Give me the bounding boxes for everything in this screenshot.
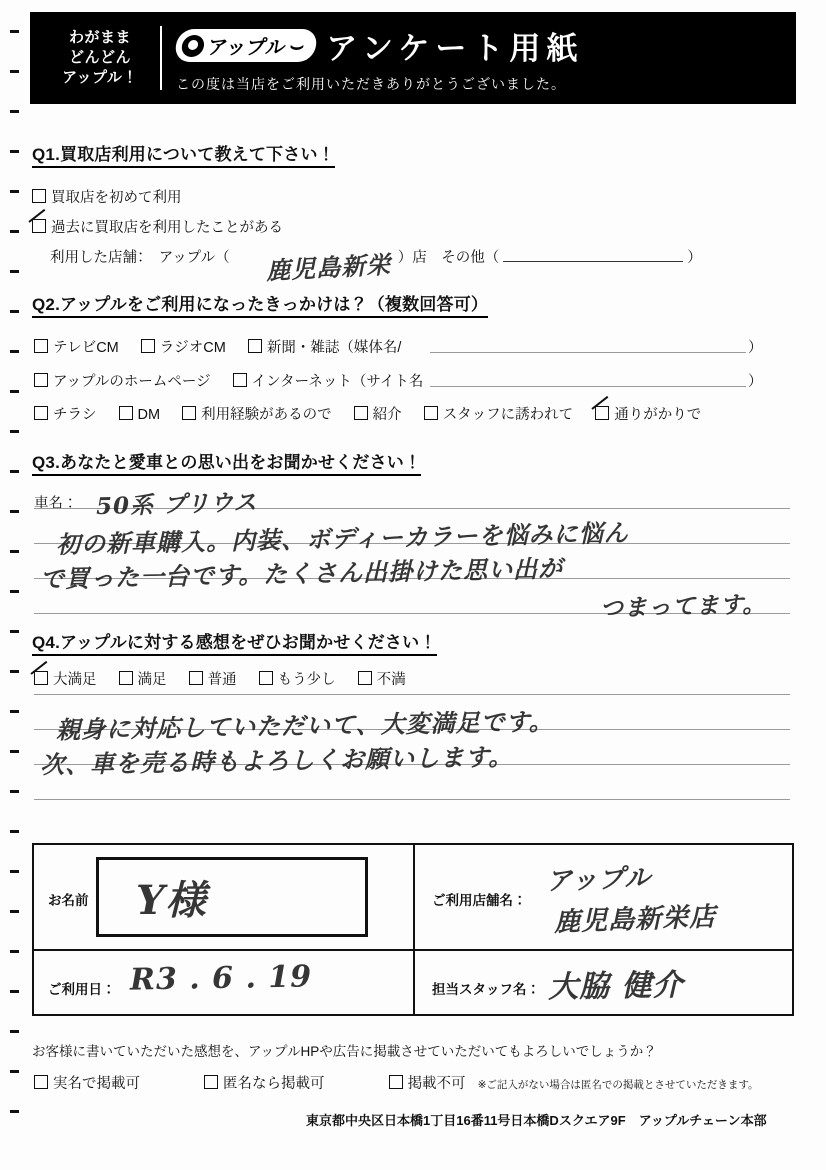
- consent-option-real-name[interactable]: 実名で掲載可: [34, 1072, 140, 1093]
- q2-row1-write-line: [430, 352, 746, 353]
- q4-options-row: [34, 668, 424, 689]
- q2-option-staff-invite[interactable]: スタッフに誘われて: [424, 403, 574, 424]
- checkbox-q1-first-time[interactable]: [32, 189, 46, 203]
- checkbox-consent-no-publish[interactable]: [389, 1075, 403, 1089]
- checkbox-q2-flyer[interactable]: [34, 406, 48, 420]
- header-badge-line2: どんどん: [68, 48, 131, 66]
- q2-option-tv-cm[interactable]: テレビCM: [34, 336, 119, 357]
- staff-handwriting: 大脇 健介: [547, 967, 684, 1006]
- checkbox-q4-dissatisfied[interactable]: [358, 671, 372, 685]
- checkbox-q4-a-little-more[interactable]: [259, 671, 273, 685]
- consent-note: ※ご記入がない場合は匿名での掲載とさせていただきます。: [477, 1079, 759, 1091]
- header-badge: [40, 26, 162, 91]
- date-label: ご利用日：: [48, 982, 116, 997]
- q2-row-1: [34, 336, 419, 357]
- q4-option-normal[interactable]: 普通: [189, 668, 237, 689]
- q4-answer-line-2: 次、車を売る時もよろしくお願いします。: [39, 741, 514, 780]
- checkbox-q2-staff-invite[interactable]: [424, 406, 438, 420]
- checkbox-q1-used-before[interactable]: [32, 219, 46, 233]
- checkbox-q2-homepage[interactable]: [34, 373, 48, 387]
- q2-option-referral[interactable]: 紹介: [354, 403, 402, 424]
- edge-register-marks: [10, 0, 24, 1170]
- apple-logo: [174, 29, 319, 62]
- shop-handwriting-line1: アップル: [545, 863, 652, 897]
- q2-option-experience[interactable]: 利用経験があるので: [182, 403, 332, 424]
- q3-car-label: 車名：: [34, 496, 78, 512]
- q4-option-satisfied[interactable]: 満足: [119, 668, 167, 689]
- checkbox-consent-real-name[interactable]: [34, 1075, 48, 1089]
- q2-option-homepage[interactable]: アップルのホームページ: [34, 370, 211, 391]
- checkbox-q2-passing-by[interactable]: [595, 406, 609, 420]
- consent-options-row: [34, 1072, 759, 1093]
- q4-option-dissatisfied[interactable]: 不満: [358, 668, 406, 689]
- header-subtitle: この度は当店をご利用いただきありがとうございました。: [176, 75, 566, 92]
- company-address: 東京都中央区日本橋1丁目16番11号日本橋Dスクエア9F アップルチェーン本部: [306, 1113, 767, 1128]
- checkbox-q2-dm[interactable]: [119, 406, 133, 420]
- q4-line-1: [34, 694, 790, 695]
- staff-label: 担当スタッフ名：: [432, 982, 540, 997]
- q4-option-very-satisfied[interactable]: 大満足: [34, 668, 97, 689]
- header-badge-line1: わがまま: [68, 28, 131, 46]
- consent-question: お客様に書いていただいた感想を、アップルHPや広告に掲載させていただいてもよろしいでしょうか？: [32, 1044, 657, 1059]
- q2-row1-end: ）: [748, 340, 763, 356]
- q1-store-handwriting: 鹿児島新栄: [265, 249, 392, 286]
- q3-answer-line-1: 初の新車購入。内装、ボディーカラーを悩みに悩ん: [55, 518, 629, 559]
- q1-store-suffix: ）店 その他（: [397, 250, 500, 266]
- q1-option-first-time-label: 買取店を初めて利用: [51, 190, 182, 206]
- q1-title: Q1.買取店利用について教えて下さい！: [32, 140, 335, 165]
- q4-line-4: [34, 799, 790, 800]
- logo-text: アップル: [206, 36, 288, 59]
- q1-option-used-before[interactable]: [32, 216, 283, 237]
- checkbox-q4-very-satisfied[interactable]: [34, 671, 48, 685]
- checkbox-consent-anonymous[interactable]: [204, 1075, 218, 1089]
- shop-label: ご利用店舗名：: [432, 893, 527, 908]
- checkbox-q2-newspaper[interactable]: [248, 339, 262, 353]
- page-title: アンケート用紙: [326, 30, 584, 66]
- shop-handwriting-line2: 鹿児島新栄店: [553, 902, 717, 938]
- q3-car-handwriting: 50系 プリウス: [95, 488, 258, 521]
- q2-title: Q2.アップルをご利用になったきっかけは？（複数回答可）: [32, 290, 488, 315]
- q2-row2-write-line: [430, 386, 746, 387]
- q3-answer-line-3: つまってます。: [599, 590, 767, 623]
- q2-option-radio-cm[interactable]: ラジオCM: [141, 336, 226, 357]
- name-label: お名前: [48, 893, 89, 908]
- table-horizontal-divider: [34, 949, 792, 951]
- q2-row-3: [34, 403, 701, 424]
- q3-answer-line-2: で買った一台です。たくさん出掛けた思い出が: [39, 553, 564, 594]
- q1-store-label: 利用した店舗： アップル（: [50, 250, 230, 266]
- q2-option-dm[interactable]: DM: [119, 406, 161, 423]
- q2-option-flyer[interactable]: チラシ: [34, 403, 97, 424]
- q1-option-used-before-label: 過去に買取店を利用したことがある: [51, 220, 283, 236]
- checkbox-q2-tv-cm[interactable]: [34, 339, 48, 353]
- checkbox-q4-satisfied[interactable]: [119, 671, 133, 685]
- date-handwriting: R3 . 6 . 19: [129, 959, 313, 998]
- consent-option-no-publish[interactable]: 掲載不可: [389, 1072, 466, 1093]
- q1-store-end: ）: [687, 250, 702, 266]
- q2-option-passing-by[interactable]: 通りがかりで: [595, 403, 701, 424]
- table-vertical-divider: [413, 845, 415, 1014]
- name-handwriting: Y様: [136, 877, 207, 924]
- q2-option-internet[interactable]: インターネット（サイト名: [233, 370, 424, 391]
- header-badge-line3: アップル！: [62, 69, 138, 87]
- checkbox-q4-normal[interactable]: [189, 671, 203, 685]
- header-banner: [30, 12, 796, 104]
- consent-option-anonymous[interactable]: 匿名なら掲載可: [204, 1072, 325, 1093]
- checkbox-q2-referral[interactable]: [354, 406, 368, 420]
- q2-row-2: [34, 370, 441, 391]
- checkbox-q2-internet[interactable]: [233, 373, 247, 387]
- q2-option-newspaper[interactable]: 新聞・雑誌（媒体名/: [248, 336, 402, 357]
- q3-title: Q3.あなたと愛車との思い出をお聞かせください！: [32, 448, 421, 473]
- q1-option-first-time[interactable]: [32, 186, 182, 207]
- q4-title: Q4.アップルに対する感想をぜひお聞かせください！: [32, 628, 437, 653]
- logo-bean-icon: [180, 34, 205, 56]
- checkbox-q2-experience[interactable]: [182, 406, 196, 420]
- logo-swoosh-icon: ⌣: [288, 32, 307, 57]
- customer-info-table: [32, 843, 794, 1016]
- checkbox-q2-radio-cm[interactable]: [141, 339, 155, 353]
- q4-answer-line-1: 親身に対応していただいて、大変満足です。: [55, 706, 554, 745]
- q4-option-a-little-more[interactable]: もう少し: [259, 668, 336, 689]
- q2-row2-end: ）: [748, 374, 763, 390]
